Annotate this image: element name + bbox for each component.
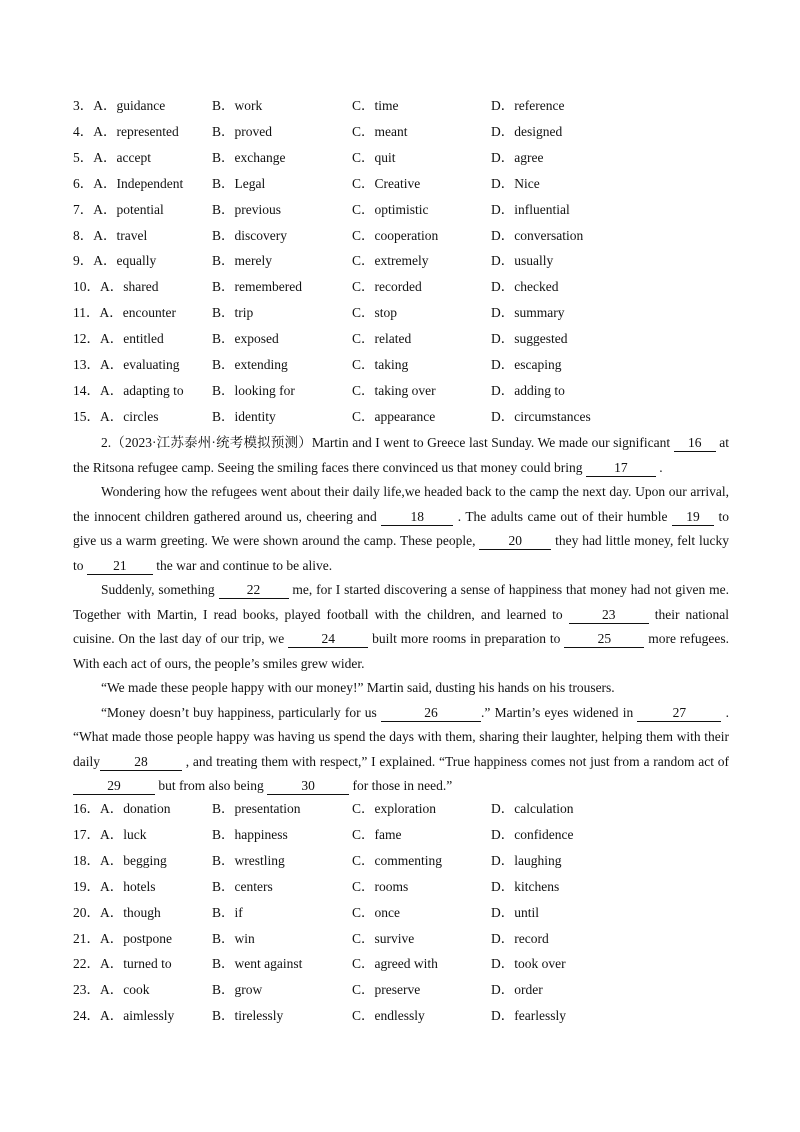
option-5-d[interactable]: D．agree: [491, 149, 544, 165]
option-row-3: [73, 93, 733, 119]
option-7-d[interactable]: D．influential: [491, 201, 570, 217]
option-row-5: [73, 145, 733, 171]
option-14-a[interactable]: 14．A．adapting to: [73, 382, 184, 398]
option-16-d[interactable]: D．calculation: [491, 801, 574, 816]
option-23-a[interactable]: 23．A．cook: [73, 982, 150, 998]
option-13-d[interactable]: D．escaping: [491, 357, 562, 372]
blank-24[interactable]: 24: [288, 630, 368, 648]
option-10-c[interactable]: C．recorded: [352, 279, 422, 295]
option-row-23: [73, 977, 733, 1003]
option-22-c[interactable]: C．agreed with: [352, 956, 438, 972]
option-row-18: [73, 848, 733, 874]
option-13-c[interactable]: C．taking: [352, 357, 409, 372]
option-20-d[interactable]: D．until: [491, 904, 540, 920]
option-12-b[interactable]: B．exposed: [212, 331, 279, 347]
option-row-9: [73, 248, 733, 274]
option-6-a[interactable]: 6．A．Independent: [73, 175, 184, 191]
option-8-c[interactable]: C．cooperation: [352, 227, 439, 243]
option-row-14: [73, 378, 733, 404]
option-24-a[interactable]: 24．A．aimlessly: [73, 1008, 175, 1024]
option-18-a[interactable]: 18．A．begging: [73, 852, 167, 868]
option-16-a[interactable]: 16．A．donation: [73, 801, 171, 816]
blank-30[interactable]: 30: [267, 777, 349, 795]
option-17-c[interactable]: C．fame: [352, 826, 402, 842]
option-11-d[interactable]: D．summary: [491, 305, 565, 321]
option-21-c[interactable]: C．survive: [352, 930, 415, 946]
option-14-d[interactable]: D．adding to: [491, 382, 565, 398]
option-23-c[interactable]: C．preserve: [352, 982, 421, 998]
option-row-19: [73, 874, 733, 900]
option-16-c[interactable]: C．exploration: [352, 801, 436, 816]
option-row-8: [73, 223, 733, 249]
option-4-d[interactable]: D．designed: [491, 123, 563, 139]
option-5-c[interactable]: C．quit: [352, 149, 396, 165]
blank-21[interactable]: 21: [87, 557, 153, 575]
option-17-b[interactable]: B．happiness: [212, 826, 288, 842]
option-6-d[interactable]: D．Nice: [491, 175, 540, 191]
option-row-4: [73, 119, 733, 145]
blank-17[interactable]: 17: [586, 459, 656, 477]
option-11-b[interactable]: B．trip: [212, 305, 254, 321]
option-5-b[interactable]: B．exchange: [212, 149, 286, 165]
passage-paragraph-1: 2.（2023·江苏泰州·统考模拟预测）Martin and I went to Greece last Sunday. We made our significant 16 at the Ritsona refugee camp. Seeing the smiling faces there convinced us that money could bring 17 .: [73, 435, 729, 475]
blank-28[interactable]: 28: [100, 753, 182, 771]
option-7-a[interactable]: 7．A．potential: [73, 201, 164, 217]
option-10-a[interactable]: 10．A．shared: [73, 279, 159, 295]
option-3-d[interactable]: D．reference: [491, 98, 565, 113]
option-22-a[interactable]: 22．A．turned to: [73, 956, 172, 972]
option-4-a[interactable]: 4．A．represented: [73, 123, 179, 139]
option-6-b[interactable]: B．Legal: [212, 175, 266, 191]
option-23-b[interactable]: B．grow: [212, 982, 263, 998]
option-15-d[interactable]: D．circumstances: [491, 408, 591, 424]
option-9-b[interactable]: B．merely: [212, 253, 272, 269]
option-10-b[interactable]: B．remembered: [212, 279, 302, 295]
blank-23[interactable]: 23: [569, 606, 649, 624]
option-18-c[interactable]: C．commenting: [352, 852, 442, 868]
option-24-b[interactable]: B．tirelessly: [212, 1008, 284, 1024]
option-20-a[interactable]: 20．A．though: [73, 904, 161, 920]
blank-20[interactable]: 20: [479, 532, 551, 550]
option-10-d[interactable]: D．checked: [491, 279, 559, 295]
option-row-16: [73, 796, 733, 822]
option-row-13: [73, 352, 733, 378]
option-12-c[interactable]: C．related: [352, 331, 412, 347]
option-row-20: [73, 900, 733, 926]
option-14-c[interactable]: C．taking over: [352, 382, 436, 398]
option-8-a[interactable]: 8．A．travel: [73, 227, 148, 243]
option-21-b[interactable]: B．win: [212, 930, 255, 946]
blank-26[interactable]: 26: [381, 704, 481, 722]
option-row-7: [73, 197, 733, 223]
option-22-d[interactable]: D．took over: [491, 956, 566, 972]
option-row-21: [73, 926, 733, 952]
blank-22[interactable]: 22: [219, 581, 289, 599]
option-13-b[interactable]: B．extending: [212, 357, 288, 372]
option-9-d[interactable]: D．usually: [491, 253, 554, 269]
option-row-11: [73, 300, 733, 326]
option-row-24: [73, 1003, 733, 1029]
option-15-c[interactable]: C．appearance: [352, 408, 436, 424]
passage-paragraph-4: “We made these people happy with our money!” Martin said, dusting his hands on his trousers.: [101, 680, 615, 695]
option-7-c[interactable]: C．optimistic: [352, 201, 429, 217]
option-row-17: [73, 822, 733, 848]
option-21-d[interactable]: D．record: [491, 930, 549, 946]
option-24-d[interactable]: D．fearlessly: [491, 1008, 566, 1024]
blank-19[interactable]: 19: [672, 508, 714, 526]
option-12-d[interactable]: D．suggested: [491, 331, 568, 347]
option-19-a[interactable]: 19．A．hotels: [73, 878, 156, 894]
option-19-c[interactable]: C．rooms: [352, 878, 409, 894]
passage-paragraph-2: Wondering how the refugees went about their daily life,we headed back to the camp the next day. Upon our arrival, the innocent children gathered around us, cheering and 18 . The adults came out of their humble 19 to give us a warm greeting. We were shown around the camp. These people, 20 they had little money, felt lucky to 21 the war and continue to be alive.: [73, 484, 729, 573]
option-18-d[interactable]: D．laughing: [491, 852, 562, 868]
option-9-a[interactable]: 9．A．equally: [73, 253, 157, 269]
passage-paragraph-3: Suddenly, something 22 me, for I started discovering a sense of happiness that money had not given me. Together with Martin, I read books, played football with the children, and learned to 23 their national cuisine. On the last day of our trip, we 24 built more rooms in preparation to 25 more refugees. With each act of ours, the people’s smiles grew wider.: [73, 582, 730, 671]
blank-18[interactable]: 18: [381, 508, 453, 526]
option-9-c[interactable]: C．extremely: [352, 253, 429, 269]
option-3-c[interactable]: C．time: [352, 98, 399, 113]
option-4-c[interactable]: C．meant: [352, 123, 408, 139]
option-6-c[interactable]: C．Creative: [352, 175, 421, 191]
option-5-a[interactable]: 5．A．accept: [73, 149, 151, 165]
option-22-b[interactable]: B．went against: [212, 956, 303, 972]
option-8-b[interactable]: B．discovery: [212, 227, 287, 243]
option-24-c[interactable]: C．endlessly: [352, 1008, 425, 1024]
option-3-a[interactable]: 3．A．guidance: [73, 98, 166, 113]
option-18-b[interactable]: B．wrestling: [212, 852, 285, 868]
option-19-d[interactable]: D．kitchens: [491, 878, 560, 894]
option-11-a[interactable]: 11．A．encounter: [73, 305, 176, 321]
option-row-12: [73, 326, 733, 352]
blank-29[interactable]: 29: [73, 777, 155, 795]
option-13-a[interactable]: 13．A．evaluating: [73, 357, 180, 372]
option-row-22: [73, 951, 733, 977]
option-15-a[interactable]: 15．A．circles: [73, 408, 159, 424]
option-20-c[interactable]: C．once: [352, 904, 400, 920]
blank-25[interactable]: 25: [564, 630, 644, 648]
option-12-a[interactable]: 12．A．entitled: [73, 331, 164, 347]
option-3-b[interactable]: B．work: [212, 98, 263, 113]
option-23-d[interactable]: D．order: [491, 982, 543, 998]
option-8-d[interactable]: D．conversation: [491, 227, 584, 243]
option-4-b[interactable]: B．proved: [212, 123, 272, 139]
blank-27[interactable]: 27: [637, 704, 721, 722]
option-7-b[interactable]: B．previous: [212, 201, 281, 217]
option-19-b[interactable]: B．centers: [212, 878, 273, 894]
option-17-a[interactable]: 17．A．luck: [73, 826, 147, 842]
option-21-a[interactable]: 21．A．postpone: [73, 930, 172, 946]
option-row-10: [73, 274, 733, 300]
option-20-b[interactable]: B．if: [212, 904, 243, 920]
option-row-15: [73, 404, 733, 430]
passage-paragraph-5: “Money doesn’t buy happiness, particularly for us 26 .” Martin’s eyes widened in 27 . “What made those people happy was having us spend the days with them, sharing their laughter, helping them with their daily 28 , and treating them with respect,” I explained. “True happiness comes not just from a random act of 29 but from also being 30 for those in need.”: [73, 704, 730, 793]
option-16-b[interactable]: B．presentation: [212, 801, 301, 816]
cloze-passage: [73, 431, 729, 799]
option-14-b[interactable]: B．looking for: [212, 382, 295, 398]
option-17-d[interactable]: D．confidence: [491, 826, 574, 842]
option-11-c[interactable]: C．stop: [352, 305, 398, 321]
option-15-b[interactable]: B．identity: [212, 408, 276, 424]
option-row-6: [73, 171, 733, 197]
blank-16[interactable]: 16: [674, 434, 716, 452]
